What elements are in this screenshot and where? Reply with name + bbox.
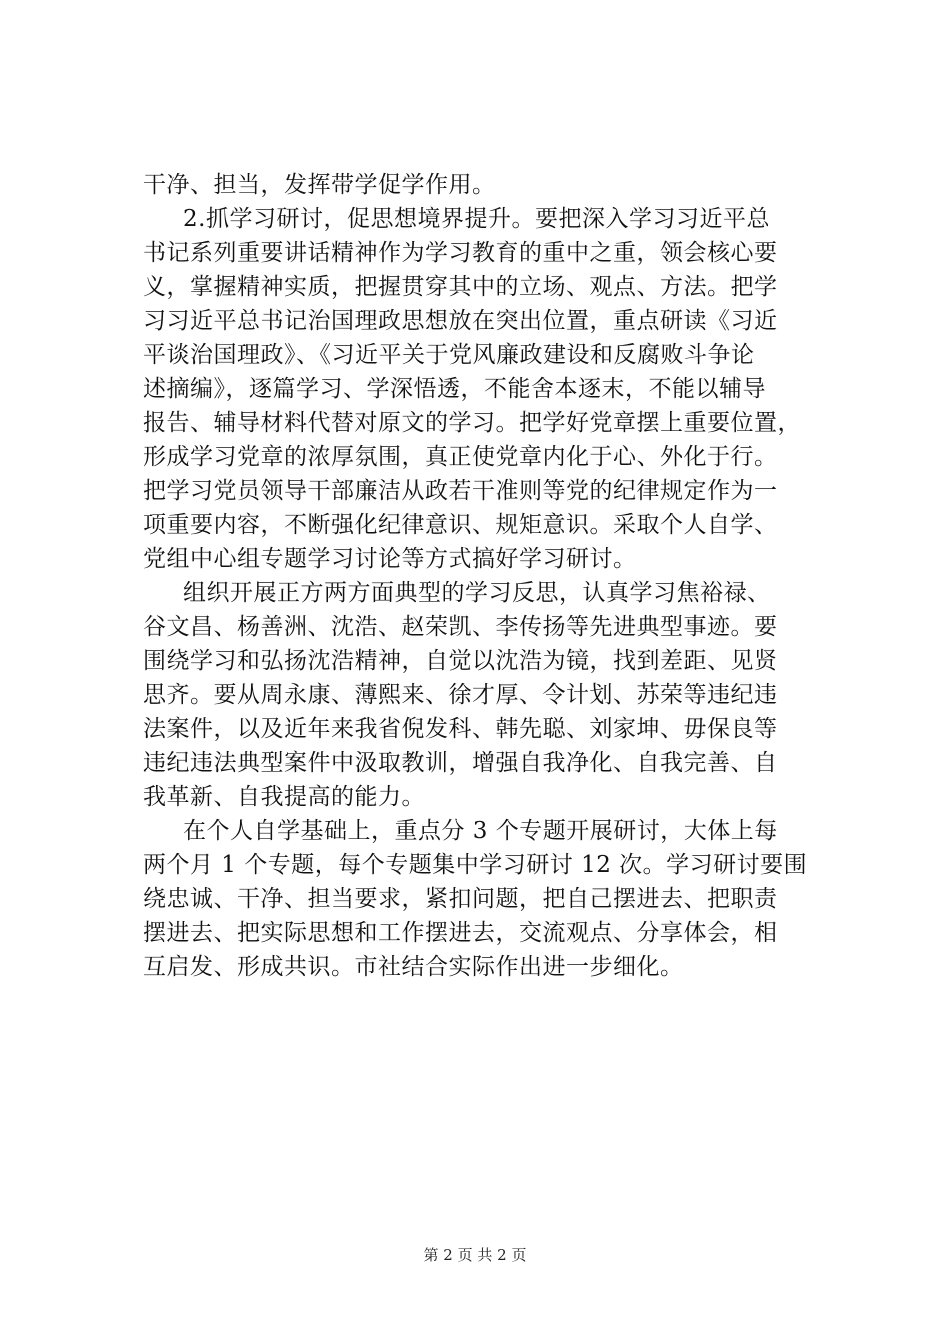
text-line: 义，掌握精神实质，把握贯穿其中的立场、观点、方法。把学: [143, 274, 778, 300]
text-line: 绕忠诚、干净、担当要求，紧扣问题，把自己摆进去、把职责: [143, 886, 778, 912]
text-line: 报告、辅导材料代替对原文的学习。把学好党章摆上重要位置，: [143, 410, 801, 436]
text-line: 摆进去、把实际思想和工作摆进去，交流观点、分享体会，相: [143, 920, 778, 946]
text-line: 党组中心组专题学习讨论等方式搞好学习研讨。: [143, 546, 637, 572]
text-line: 我革新、自我提高的能力。: [143, 784, 425, 810]
text-line: 违纪违法典型案件中汲取教训，增强自我净化、自我完善、自: [143, 750, 778, 776]
paragraph-start-line: 2.抓学习研讨，促思想境界提升。要把深入学习习近平总: [183, 206, 770, 232]
text-line: 把学习党员领导干部廉洁从政若干准则等党的纪律规定作为一: [143, 478, 778, 504]
text-line: 述摘编》，逐篇学习、学深悟透，不能舍本逐末，不能以辅导: [143, 376, 766, 402]
text-line: 思齐。要从周永康、薄熙来、徐才厚、令计划、苏荣等违纪违: [143, 682, 778, 708]
text-line: 围绕学习和弘扬沈浩精神，自觉以沈浩为镜，找到差距、见贤: [143, 648, 778, 674]
document-body: [143, 168, 833, 984]
text-line: 两个月 1 个专题，每个专题集中学习研讨 12 次。学习研讨要围: [143, 852, 808, 878]
text-line: 法案件，以及近年来我省倪发科、韩先聪、刘家坤、毋保良等: [143, 716, 778, 742]
page-number-footer: 第 2 页 共 2 页: [423, 1246, 527, 1264]
paragraph-start-line: 组织开展正方两方面典型的学习反思，认真学习焦裕禄、: [183, 580, 771, 606]
text-line: 习习近平总书记治国理政思想放在突出位置，重点研读《习近: [143, 308, 778, 334]
text-line: 互启发、形成共识。市社结合实际作出进一步细化。: [143, 954, 684, 980]
text-line: 项重要内容，不断强化纪律意识、规矩意识。采取个人自学、: [143, 512, 778, 538]
text-line: 平谈治国理政》、《习近平关于党风廉政建设和反腐败斗争论: [143, 342, 755, 368]
text-line: 形成学习党章的浓厚氛围，真正使党章内化于心、外化于行。: [143, 444, 778, 470]
paragraph-start-line: 在个人自学基础上，重点分 3 个专题开展研讨，大体上每: [183, 818, 778, 844]
text-line: 干净、担当，发挥带学促学作用。: [143, 172, 496, 198]
text-line: 书记系列重要讲话精神作为学习教育的重中之重，领会核心要: [143, 240, 778, 266]
text-line: 谷文昌、杨善洲、沈浩、赵荣凯、李传扬等先进典型事迹。要: [143, 614, 778, 640]
